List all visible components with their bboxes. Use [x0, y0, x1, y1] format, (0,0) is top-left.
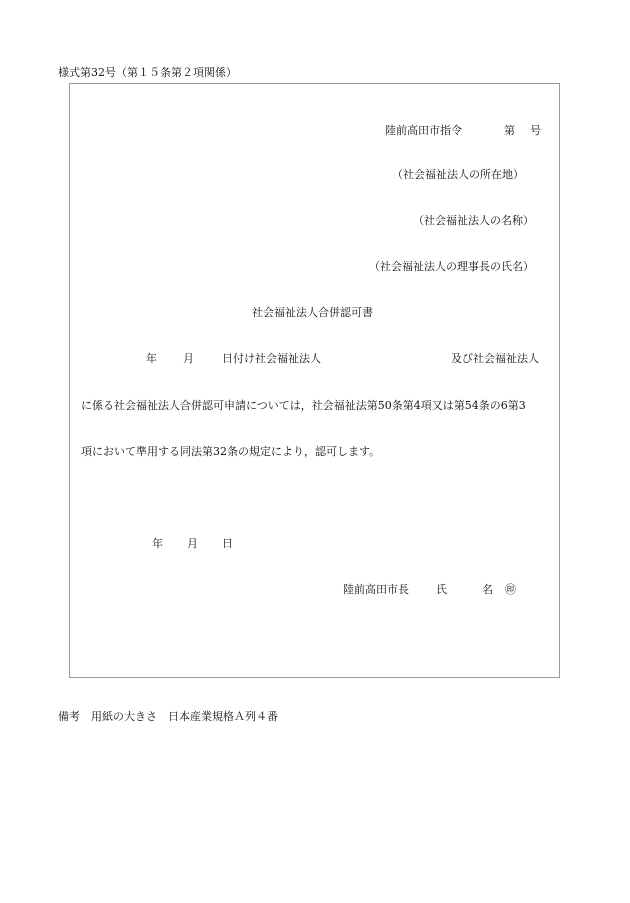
body-line-1: に係る社会福祉法人合併認可申請については，社会福祉法第50条第4項又は第54条の6第3 [81, 399, 526, 412]
signer-title: 陸前高田市長 [343, 583, 409, 596]
directive-number-label: 第 [504, 124, 515, 137]
sign-date-day: 日 [222, 537, 233, 550]
form-number: 様式第32号（第１５条第２項関係） [58, 66, 237, 79]
directive-go: 号 [530, 124, 541, 137]
directive-office: 陸前高田市指令 [385, 124, 462, 137]
corp-address-placeholder: （社会福祉法人の所在地） [392, 168, 524, 181]
signer-given-name: 名 [482, 583, 493, 596]
application-date-day-attach: 日付け社会福祉法人 [222, 352, 321, 365]
signer-family-name: 氏 [436, 583, 447, 596]
corp-name-placeholder: （社会福祉法人の名称） [413, 214, 534, 227]
seal-mark: ㊞ [505, 583, 516, 596]
body-line-2: 項において準用する同法第32条の規定により，認可します。 [81, 445, 381, 458]
and-corp-label: 及び社会福祉法人 [451, 352, 539, 365]
remark: 備考 用紙の大きさ 日本産業規格Ａ列４番 [58, 710, 278, 723]
document-title: 社会福祉法人合併認可書 [252, 306, 373, 319]
sign-date-month: 月 [187, 537, 198, 550]
sign-date-year: 年 [152, 537, 163, 550]
application-date-month: 月 [183, 352, 194, 365]
application-date-year: 年 [146, 352, 157, 365]
corp-chair-placeholder: （社会福祉法人の理事長の氏名） [369, 260, 534, 273]
